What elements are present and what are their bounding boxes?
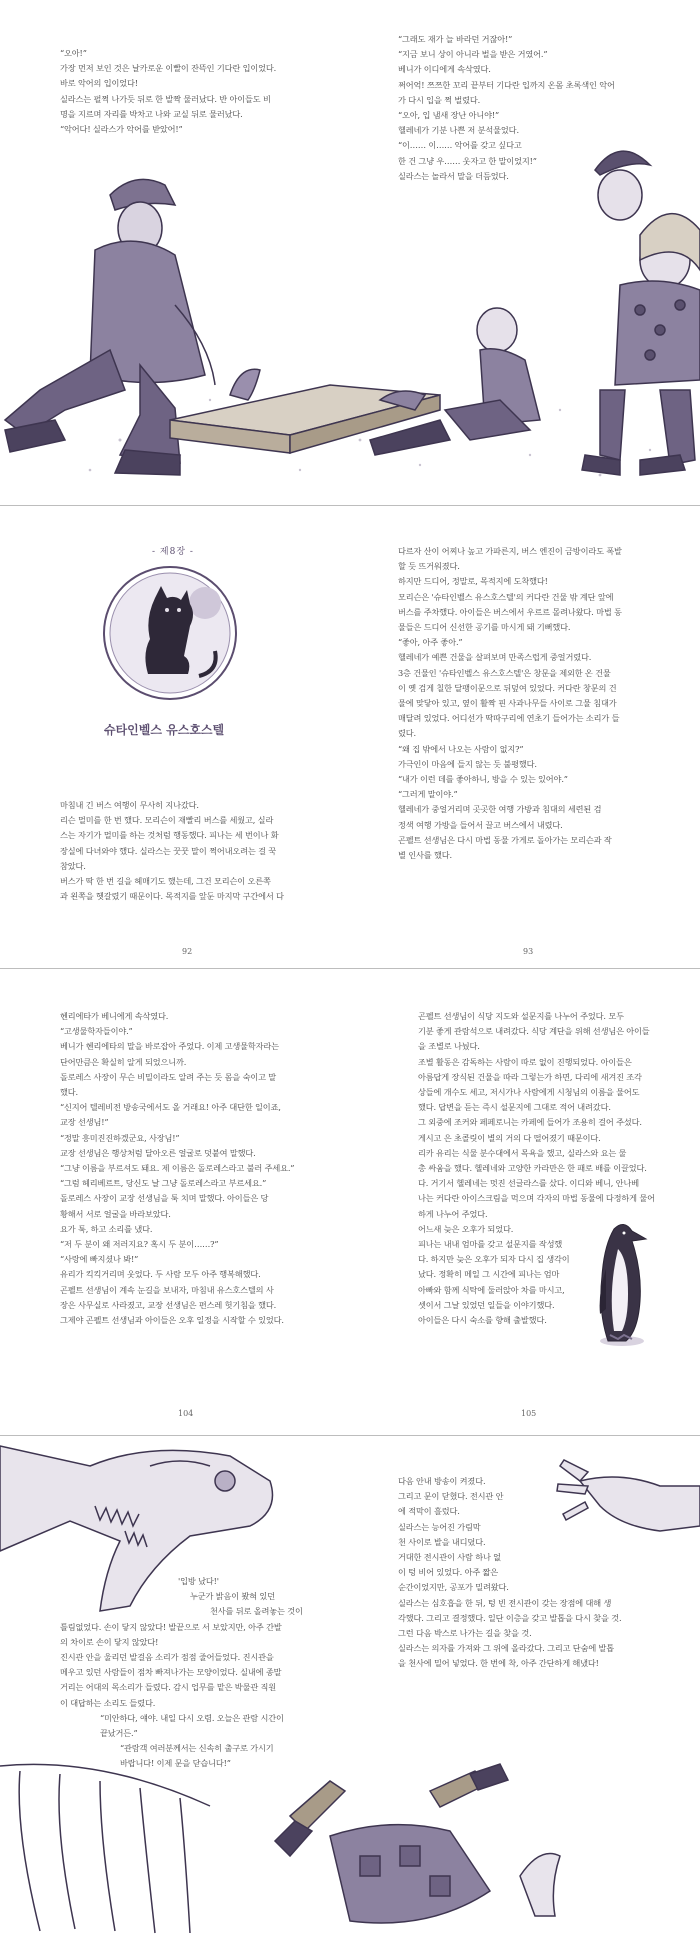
text-line: 끝났거든.” [100, 1728, 138, 1739]
text-line: “그럼 헤리베르트, 당신도 날 그냥 돌로레스라고 부르세요.” [60, 1178, 267, 1189]
text-line: 교장 선생님은 행상처럼 달아오른 얼굴로 덧붙여 말했다. [60, 1147, 256, 1158]
text-line: 정색 여행 가방을 들어서 끌고 버스에서 내렸다. [398, 819, 563, 830]
text-column-left [60, 46, 276, 137]
text-line: 가극인이 마음에 들지 않는 듯 불평했다. [398, 758, 537, 769]
text-line: 에 적막이 흘렀다. [398, 1506, 460, 1517]
text-line: 유리가 킥킥거리며 웃었다. 두 사람 모두 아주 행복해했다. [60, 1269, 261, 1280]
text-line: 버스가 딱 한 번 길을 헤매기도 했는데, 그건 모리슨이 오른쪽 [60, 876, 271, 887]
text-line: 어느새 늦은 오후가 되었다. [418, 1223, 514, 1234]
text-line: 상들에 개수도 세고, 저시가나 사람에게 시청님의 이름을 물어도 [418, 1087, 640, 1098]
text-line: 매달려 있었다. 어디선가 딱따구리에 연초기 들어가는 소리가 들 [398, 713, 620, 724]
text-line: 다. 거기서 헬레네는 멋진 선글라스를 샀다. 이디와 베니, 안나베 [418, 1178, 639, 1189]
text-line: “관람객 여러분께서는 신속히 출구로 가시기 [120, 1743, 274, 1754]
text-line: 하지만 드디어, 정말로, 목적지에 도착했다! [398, 576, 548, 587]
text-line: 틀림없었다. 손이 닿지 않았다! 발끝으로 서 보았지만, 아주 간발 [60, 1621, 282, 1632]
text-line: 별 인사를 했다. [398, 850, 452, 861]
text-line: 바랍니다! 이제 문을 닫습니다!” [120, 1758, 231, 1769]
text-line: 했다. [60, 1087, 78, 1098]
text-line: 실라스는 놀라서 말을 더듬었다. [398, 170, 509, 181]
sitting-boy-figure [370, 308, 540, 455]
text-line: “좋아, 아주 좋아.” [398, 637, 463, 648]
text-line: 실라스는 펄쩍 나가듯 뒤로 한 발짝 물러났다. 반 아이들도 비 [60, 93, 271, 104]
page-number-right: 93 [523, 947, 534, 956]
text-line: 기분 좋게 관람석으로 내려갔다. 식당 계단을 위해 선생님은 아이들 [418, 1026, 650, 1037]
text-line: 곤펠트 선생님이 계속 눈길을 보내자, 마침내 유스호스텔의 사 [60, 1284, 274, 1295]
text-line: 각했다. 그리고 결정했다. 일단 이층을 갖고 발톱을 다시 찾을 것. [398, 1612, 622, 1623]
text-line: “오아!” [60, 48, 87, 58]
text-line: 베니가 이디에게 속삭였다. [398, 64, 491, 75]
text-line: 과 왼쪽을 헷갈렸기 때문이다. 목적지를 앞둔 마지막 구간에서 다 [60, 891, 284, 902]
page-number-right: 105 [521, 1409, 537, 1418]
text-line: 을 조별로 나눴다. [418, 1041, 480, 1052]
text-line: “정말 흥미진진하겠군요, 사장님!” [60, 1132, 180, 1143]
text-line: 참았다. [60, 860, 86, 871]
text-line: 나는 커다란 아이스크림을 먹으며 각자의 마법 동물에 다정하게 물어 [418, 1193, 655, 1204]
text-line: 아름답게 장식된 건물을 따라 그렇는가 하면, 다리에 새겨진 조각 [418, 1071, 642, 1082]
spread-3 [0, 969, 700, 1435]
text-column-right [398, 1474, 621, 1672]
text-line: “악어다! 실라스가 악어를 받았어!” [60, 124, 183, 135]
text-line: 셋이서 그날 있었던 일들을 이야기했다. [418, 1299, 555, 1310]
text-line: 천사를 뒤로 올려놓는 것이 [210, 1606, 303, 1617]
chapter-label: - 제8장 - [152, 547, 194, 557]
text-line: “고생물학자들이야.” [60, 1026, 133, 1037]
text-line: 장은 사무실로 사라졌고, 교장 선생님은 편스레 헛기침을 했다. [60, 1299, 277, 1310]
text-line: 쩌어억! 쯔쯔한 꼬리 끝부터 기다란 입까지 온몸 초록색인 악어 [398, 79, 615, 90]
text-line: 실라스는 의자를 가져와 그 위에 올라갔다. 그리고 단숨에 발톱 [398, 1643, 615, 1654]
text-line: 리카 유리는 식물 분수대에서 목욕을 했고, 실라스와 요는 물 [418, 1147, 627, 1158]
text-line: 총 싸움을 했다. 헬레네와 고양한 카라만은 한 패로 배를 이끌었다. [418, 1163, 647, 1174]
text-column-right [398, 32, 615, 184]
text-column-left [60, 798, 284, 904]
text-line: 다음 안내 방송이 켜졌다. [398, 1476, 486, 1486]
text-line: 한 건 그냥 우…… 웃자고 한 말이었지!” [398, 155, 537, 166]
text-line: 거리는 어대의 목소리가 들렸다. 감시 업무를 맡은 박물관 직원 [60, 1682, 277, 1693]
text-line: 아빠와 함께 식탁에 둘러앉아 차를 마시고, [418, 1284, 565, 1295]
text-line: 의 차이로 손이 닿지 않았다! [60, 1636, 159, 1647]
text-line: 헬레네가 기분 나쁜 저 분석물었다. [398, 125, 519, 136]
text-line: “저 두 분이 왜 저러지요? 혹시 두 분이……?” [60, 1239, 219, 1250]
text-line: 순간이었지만, 공포가 밀려왔다. [398, 1582, 509, 1593]
text-line: 가장 먼저 보인 것은 날카로운 이빨이 잔뜩인 기다란 입이었다. [60, 63, 277, 74]
text-line: 메우고 있던 사람들이 점차 빠져나가는 모양이었다. 실내에 종말 [60, 1667, 282, 1678]
text-line: 곤펠트 선생님이 식당 지도와 설문지를 나누어 주었다. 모두 [418, 1011, 624, 1021]
text-line: “이…… 이…… 악어를 갖고 싶다고 [398, 140, 522, 151]
text-line: '입방 났다!' [178, 1576, 219, 1586]
text-line: 그런 다음 박스로 나가는 길을 찾을 것. [398, 1628, 532, 1639]
text-line: “그냥 이름을 부르셔도 돼요. 제 이름은 돌로레스라고 불러 주세요.” [60, 1163, 295, 1174]
text-line: 그제야 곤펠트 선생님과 아이들은 오후 일정을 시작할 수 있었다. [60, 1315, 284, 1326]
chapter-title: 슈타인벨스 유스호스텔 [104, 723, 225, 737]
text-line: 실라스는 심호흡을 한 뒤, 텅 빈 전시관이 갖는 장점에 대해 생 [398, 1597, 612, 1608]
text-line: 아이들은 다시 숙소를 향해 출발했다. [418, 1315, 547, 1326]
text-line: 단어만큼은 확실히 알게 되었으니까. [60, 1056, 187, 1067]
text-line: 스는 자기가 멀미를 하는 것처럼 행동했다. 피나는 세 번이나 화 [60, 830, 279, 841]
penguin-illustration [592, 1219, 652, 1349]
text-line: 천 사이로 발을 내디뎠다. [398, 1536, 486, 1547]
text-line: 모리슨은 '슈타인벨스 유스호스텔'의 커다란 건물 밖 계단 앞에 [398, 591, 614, 602]
text-line: 헬레네가 중얼거리며 곳곳한 여행 가방과 침대의 세련된 검 [398, 804, 602, 815]
text-line: 물들은 드디어 신선한 공기를 마시게 돼 기뻐했다. [398, 622, 571, 633]
text-line: 명을 지르며 자리를 박차고 나와 교실 뒤로 물러났다. [60, 108, 243, 119]
text-line: “오아, 입 냄새 장난 아니야!” [398, 110, 500, 121]
text-line: 조별 활동은 감독하는 사람이 따로 없이 진행되었다. 아이들은 [418, 1056, 632, 1067]
spread-1 [0, 0, 700, 505]
text-line: “왜 집 밖에서 나오는 사람이 없지?” [398, 743, 524, 754]
text-line: 가 다시 입을 쩍 벌렸다. [398, 94, 481, 105]
text-line: 헬레네가 예쁜 건물을 살펴보며 만족스럽게 중얼거렸다. [398, 652, 592, 663]
text-line: “그러게 말이야.” [398, 789, 458, 800]
text-line: 마침내 긴 버스 여행이 무사히 지나갔다. [60, 800, 199, 810]
text-line: 3층 건물인 '슈타인벨스 유스호스텔'은 창문을 제외한 온 건물 [398, 667, 611, 678]
spread-4 [0, 1436, 700, 1936]
text-line: 그 외중에 조커와 페페로니는 카페에 들어가 조용히 걸어 주섰다. [418, 1117, 642, 1128]
text-line: 돌로레스 사장이 무슨 비밀이라도 알려 주는 듯 몸을 숙이고 말 [60, 1071, 277, 1082]
text-line: 다. 하지만 늦은 오후가 되자 다시 집 생각이 [418, 1254, 570, 1265]
text-line: 렸다. [398, 728, 416, 739]
text-line: 진시관 안을 울리던 발걸음 소리가 점점 줄어들었다. 진시관을 [60, 1652, 274, 1663]
text-line: 헨리에타가 베니에게 속삭였다. [60, 1011, 169, 1021]
text-line: 피나는 내내 엄마를 갖고 설문지를 작성했 [418, 1239, 563, 1250]
text-line: “신지어 텔레비전 방송국에서도 올 거래요! 아주 대단한 일이죠, [60, 1102, 281, 1113]
standing-children-figure [582, 151, 700, 475]
text-line: 실라스는 능어진 가림막 [398, 1521, 481, 1532]
text-line: 리슨 멀미를 한 번 했다. 모리슨이 재빨리 버스를 세웠고, 실라 [60, 815, 274, 826]
text-line: “지금 보니 상이 아니라 벌을 받은 거였어.” [398, 49, 548, 60]
text-line: 장실에 다녀와야 했다. 실라스는 꿋꿋 말이 쩍어내오려는 걸 꾹 [60, 845, 277, 856]
page-number-left: 104 [178, 1409, 194, 1418]
text-column-left [60, 1009, 294, 1328]
falling-boy-figure [275, 1764, 560, 1923]
text-line: 할 듯 뜨거워졌다. [398, 561, 460, 572]
text-line: 이 대답하는 소리도 들렸다. [60, 1697, 156, 1708]
page-number-left: 92 [182, 947, 193, 956]
text-line: 이 옛 검게 칠한 달팽이문으로 뒤덮여 있었다. 커다란 창문의 건 [398, 682, 617, 693]
text-line: 했다. 답변을 듣는 즉시 설문지에 그대로 적어 내려갔다. [418, 1102, 611, 1113]
chapter-emblem-cat [95, 558, 245, 708]
text-line: 게시고 은 초콜릿이 별의 거의 다 떨어졌기 때문이다. [418, 1132, 601, 1143]
text-line: 바로 악어의 입이었다! [60, 78, 138, 89]
text-line: 황해서 서로 얼굴을 바라보았다. [60, 1208, 171, 1219]
text-line: 하게 나누어 주었다. [418, 1208, 488, 1219]
text-line: 났다. 정확히 메일 그 시간에 피나는 엄마 [418, 1269, 560, 1280]
text-line: “그래도 재가 늘 바라던 거잖아!” [398, 34, 513, 44]
text-line: 버스를 주차했다. 아이들은 버스에서 우르르 몰려나왔다. 마법 동 [398, 606, 622, 617]
text-line: 이 텅 비어 있었다. 아주 짧은 [398, 1567, 499, 1578]
text-column-right [398, 544, 622, 863]
text-column-left [60, 1574, 303, 1772]
text-line: 다르자 산이 어찌나 높고 가파른지, 버스 엔진이 금방이라도 폭발 [398, 546, 622, 556]
text-line: 을 천사에 밀어 넣었다. 한 번에 착, 아주 간단하게 해냈다! [398, 1658, 599, 1669]
text-line: 곤펠트 선생님은 다시 마법 동물 가게로 돌아가는 모리슨과 작 [398, 834, 612, 845]
text-line: “내가 이런 데를 좋아하니, 방을 수 있는 있어야.” [398, 774, 568, 785]
text-line: “사랑에 빠지셨나 봐!” [60, 1254, 139, 1265]
text-line: “미안하다, 얘야. 내일 다시 오렴. 오늘은 관람 시간이 [100, 1712, 284, 1723]
text-line: 누군가 밝음이 봤혀 있던 [190, 1591, 275, 1602]
text-line: 거대한 전시관이 사람 하나 없 [398, 1552, 501, 1563]
text-line: 교장 선생님!” [60, 1117, 109, 1128]
text-line: 요가 툭, 하고 소리를 냈다. [60, 1223, 153, 1234]
text-line: 돌로레스 사장이 교장 선생님을 툭 치며 말했다. 아이들은 당 [60, 1193, 269, 1204]
text-line: 그리고 문이 닫혔다. 전시관 안 [398, 1491, 504, 1502]
spread-2 [0, 506, 700, 968]
text-line: 베니가 헨리에타의 말을 바로잡아 주었다. 이제 고생물학자라는 [60, 1041, 279, 1052]
text-line: 물에 맞닿아 있고, 옆이 활짝 핀 사과나무들 사이로 그물 침대가 [398, 698, 617, 709]
ribcage-figure [0, 1764, 210, 1933]
